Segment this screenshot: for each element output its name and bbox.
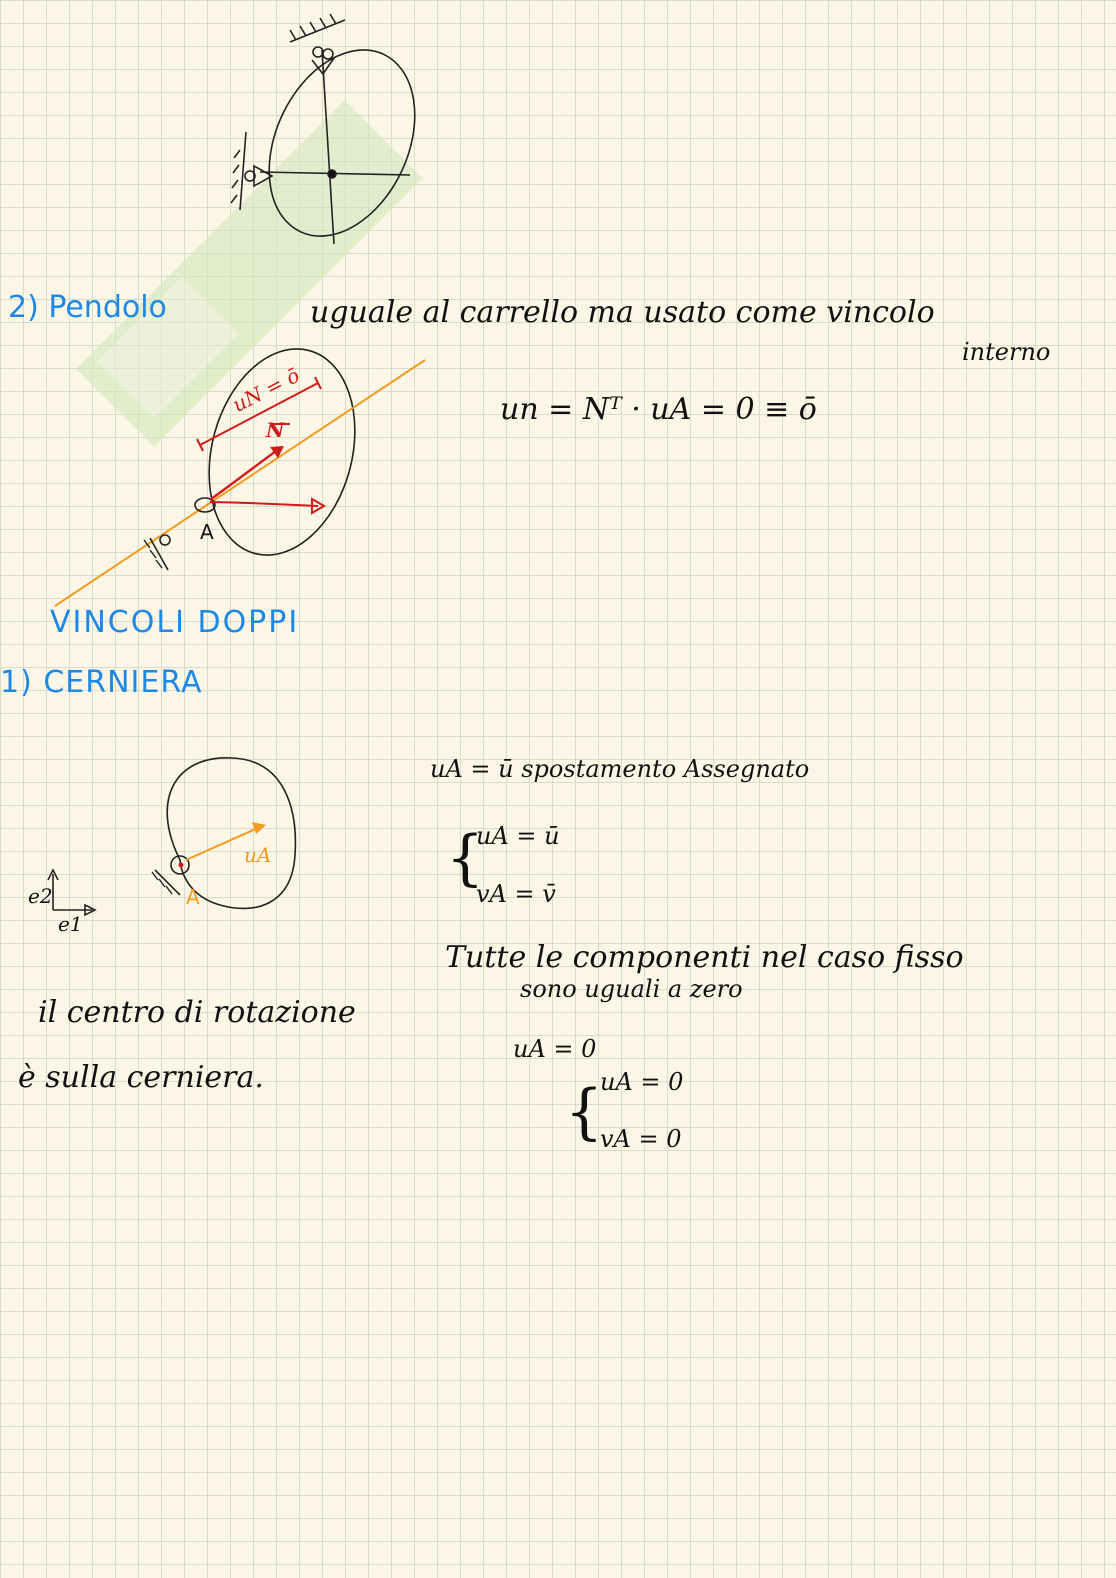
cerniera-diagram <box>48 758 295 915</box>
label-n: N <box>266 418 285 442</box>
text-componenti-line2: sono uguali a zero <box>520 975 743 1003</box>
pendolo-formula: un = Nᵀ · uA = 0 ≡ ō <box>500 392 817 427</box>
system-brace-2: { <box>565 1077 604 1147</box>
label-e1: e1 <box>58 912 83 936</box>
eq-spostamento-assegnato: uA = ū spostamento Assegnato <box>430 755 810 783</box>
system-brace-1: { <box>446 823 485 893</box>
left-note-line2: è sulla cerniera. <box>18 1060 264 1095</box>
label-un: uN = ō <box>228 362 304 418</box>
left-note-line1: il centro di rotazione <box>38 995 356 1030</box>
section-heading-vincoli-doppi: VINCOLI DOPPI <box>50 605 300 640</box>
eq-ua-zero: uA = 0 <box>513 1035 597 1063</box>
pendolo-description-line2: interno <box>962 338 1051 366</box>
label-ua-vector: uA <box>244 843 272 867</box>
system1-line2: vA = v̄ <box>476 880 556 908</box>
label-a-cerniera: A <box>186 885 200 909</box>
subheading-cerniera: 1) CERNIERA <box>0 665 203 700</box>
section-heading-pendolo: 2) Pendolo <box>8 290 167 325</box>
label-a-pendolo: A <box>200 520 214 544</box>
pendolo-description-line1: uguale al carrello ma usato come vincolo <box>310 295 935 330</box>
system2-line2: vA = 0 <box>600 1125 682 1153</box>
pendolo-diagram <box>55 332 425 606</box>
label-e2: e2 <box>28 884 53 908</box>
top-diagram <box>231 14 443 260</box>
text-componenti-line1: Tutte le componenti nel caso fisso <box>445 940 964 975</box>
system2-line1: uA = 0 <box>600 1068 684 1096</box>
system1-line1: uA = ū <box>476 822 560 850</box>
